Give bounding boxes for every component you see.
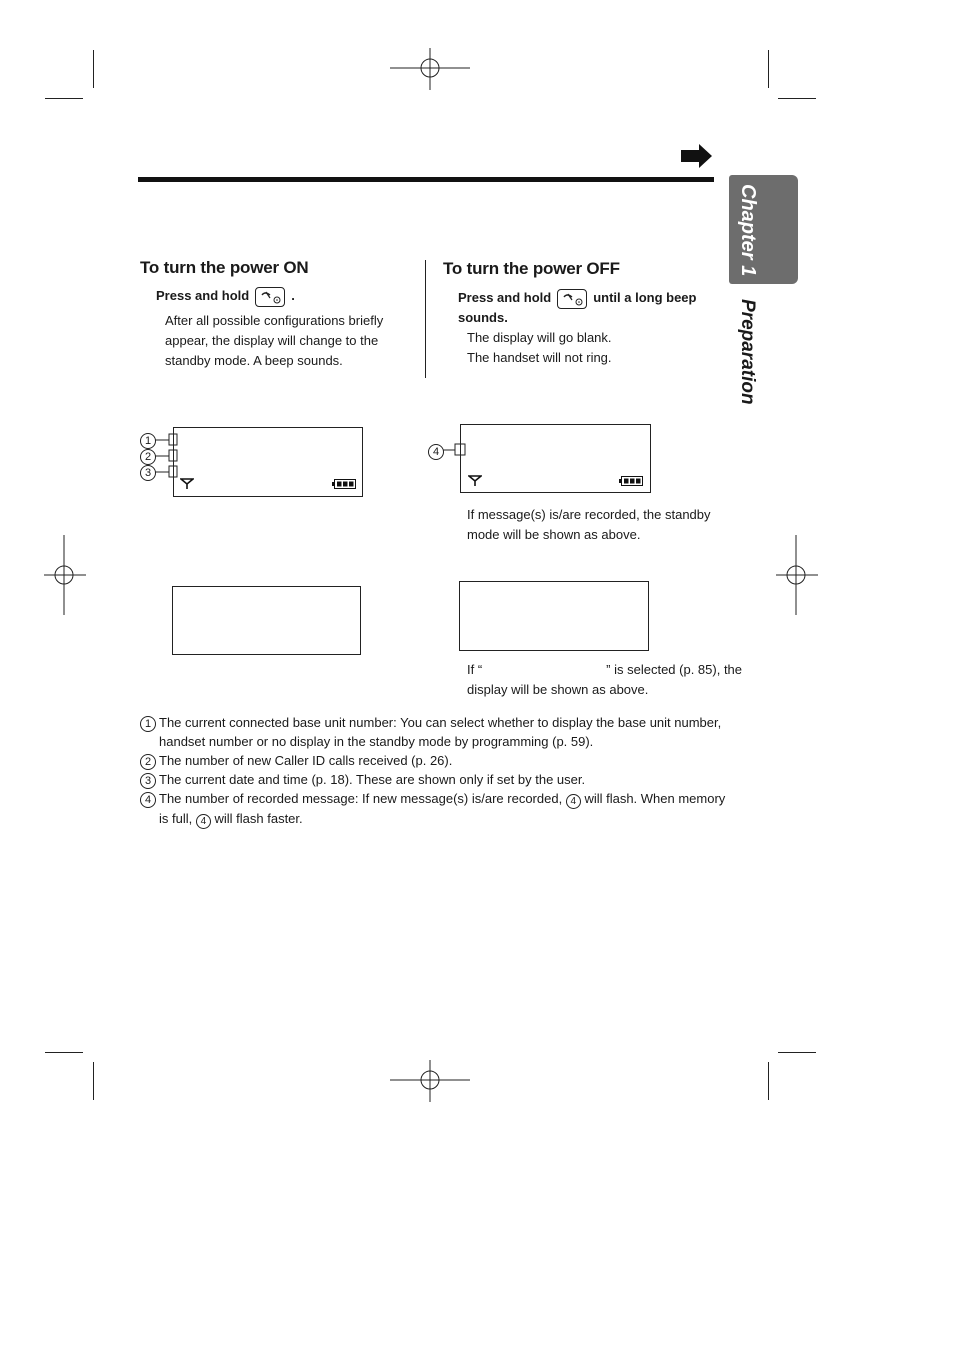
blank-display [459, 581, 649, 651]
note-text: The number of recorded message: If new message(s) is/are recorded, [159, 791, 563, 806]
power-off-step-suffix: until a long beep [593, 290, 697, 305]
crop-mark [768, 50, 769, 88]
crop-mark [768, 1062, 769, 1100]
callout-marker: 3 [140, 465, 156, 481]
power-off-step [458, 287, 733, 309]
crop-mark [45, 98, 83, 99]
callout-marker: 1 [140, 433, 156, 449]
crop-mark [778, 98, 816, 99]
power-on-desc [165, 311, 420, 371]
power-on-desc-line: After all possible configurations briefly [165, 313, 384, 328]
callout-marker: 4 [428, 444, 444, 460]
power-on-title: To turn the power ON [140, 258, 309, 277]
standby-message-display [460, 424, 651, 493]
crop-mark [45, 1052, 83, 1053]
note-marker: 2 [140, 754, 156, 770]
note-line: The current date and time (p. 18). These are shown only if set by the user. [159, 772, 586, 787]
registration-mark-icon [390, 1060, 470, 1102]
battery-icon [619, 476, 643, 486]
note-text: will flash. When memory [584, 791, 726, 806]
power-off-desc-line: The handset will not ring. [467, 350, 612, 365]
antenna-icon [468, 475, 482, 487]
registration-mark-icon [390, 48, 470, 90]
column-divider [425, 260, 426, 378]
power-off-section [443, 259, 733, 368]
list-item [140, 751, 730, 770]
note-marker: 4 [140, 792, 156, 808]
standby-display [173, 427, 363, 497]
note-marker: 1 [140, 716, 156, 732]
callout-leader [443, 440, 467, 460]
note-line: The number of new Caller ID calls received (p. 26). [159, 753, 453, 768]
note-marker: 3 [140, 773, 156, 789]
caption-line [467, 660, 742, 680]
note-line: handset number or no display in the standby mode by programming (p. 59). [159, 734, 594, 749]
off-key-icon [255, 287, 285, 307]
note-text: is full, [159, 811, 193, 826]
caption-pre: If “ [467, 662, 483, 677]
note-line [159, 789, 730, 809]
note-text: will flash faster. [214, 811, 303, 826]
power-off-title: To turn the power OFF [443, 259, 620, 278]
power-off-desc-line: The display will go blank. [467, 330, 612, 345]
battery-icon [332, 479, 356, 489]
caption-post: ” is selected (p. 85), the [606, 662, 743, 677]
header-rule [138, 177, 714, 182]
caption-line: If message(s) is/are recorded, the standby [467, 507, 711, 522]
antenna-icon [180, 478, 194, 490]
inline-marker: 4 [566, 794, 581, 809]
list-item [140, 789, 730, 829]
note-line [159, 809, 730, 829]
chapter-label: Chapter 1 [737, 184, 759, 277]
power-on-step-text: Press and hold [156, 288, 250, 303]
caption-recorded [467, 505, 737, 545]
power-off-desc [467, 328, 733, 368]
registration-mark-icon [776, 535, 818, 615]
power-on-desc-line: appear, the display will change to the [165, 333, 379, 348]
power-off-step-line2: sounds. [458, 310, 508, 325]
power-on-desc-line: standby mode. A beep sounds. [165, 353, 343, 368]
power-off-step-text: Press and hold [458, 290, 552, 305]
callout-marker: 2 [140, 449, 156, 465]
crop-mark [93, 1062, 94, 1100]
power-on-step [156, 285, 420, 307]
section-label: Preparation [737, 299, 758, 405]
power-on-section [140, 258, 420, 371]
crop-mark [93, 50, 94, 88]
blank-display [172, 586, 361, 655]
inline-marker: 4 [196, 814, 211, 829]
caption-line: mode will be shown as above. [467, 527, 641, 542]
caption-selected [467, 660, 742, 700]
crop-mark [778, 1052, 816, 1053]
caption-line: display will be shown as above. [467, 682, 649, 697]
list-item [140, 713, 730, 751]
registration-mark-icon [44, 535, 86, 615]
list-item [140, 770, 730, 789]
note-line: The current connected base unit number: You can select whether to display the base unit number, [159, 715, 722, 730]
arrow-right-icon [681, 144, 713, 168]
power-on-step-suffix: . [291, 288, 295, 303]
notes-list [140, 713, 730, 829]
off-key-icon [557, 289, 587, 309]
callout-leaders [155, 430, 179, 480]
